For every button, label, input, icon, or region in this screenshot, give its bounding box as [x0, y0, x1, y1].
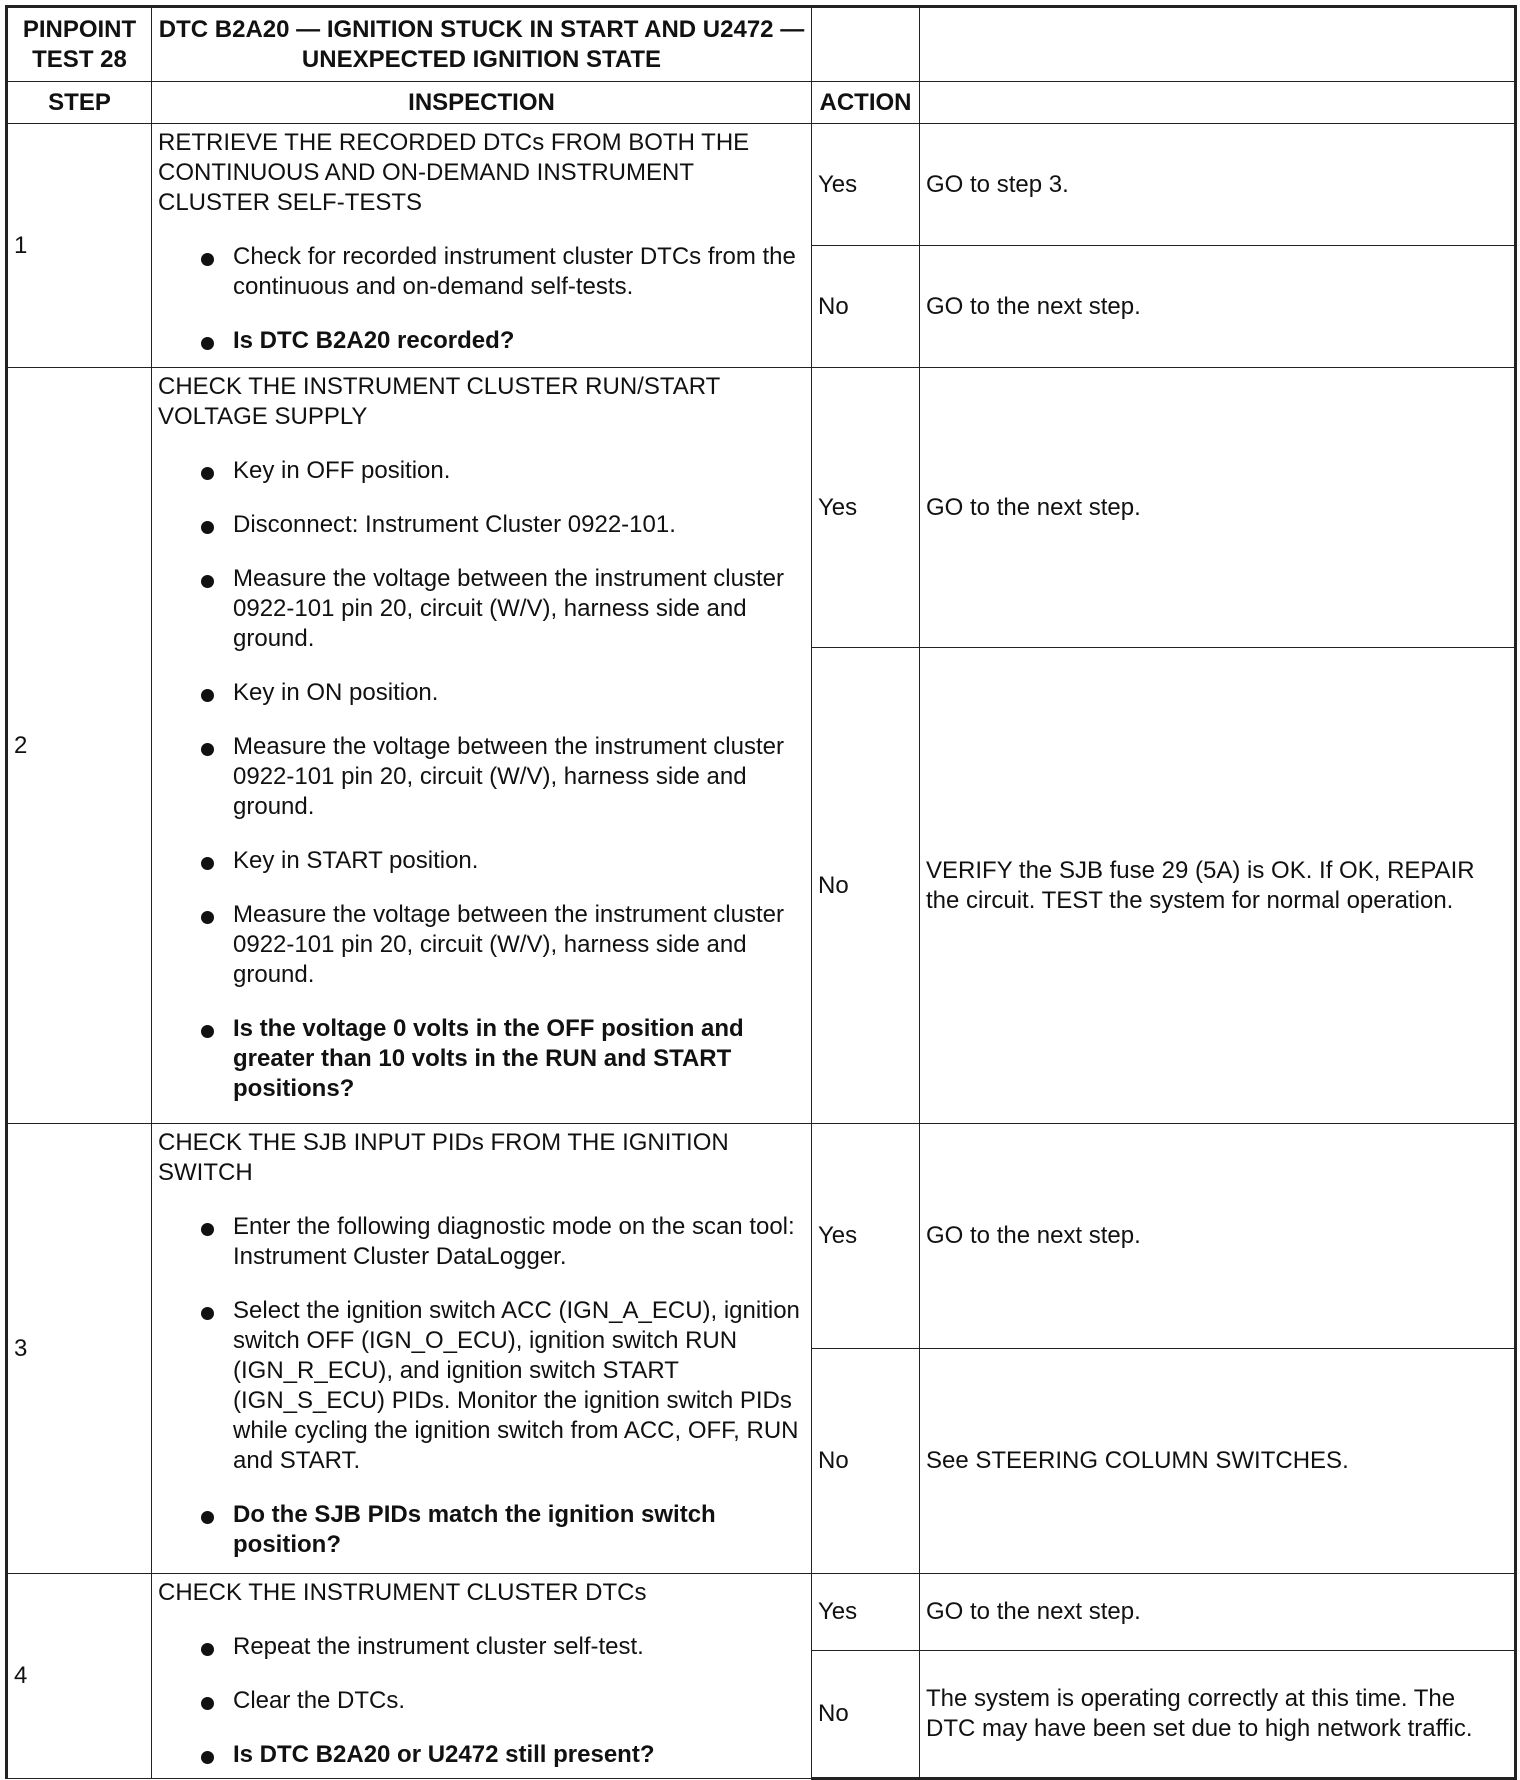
- action-yes: GO to step 3.: [920, 124, 1516, 246]
- step-4-yes-row: [7, 1574, 1516, 1651]
- step-number: 1: [7, 124, 152, 368]
- action-yes: GO to the next step.: [920, 1124, 1516, 1349]
- column-header-row: [7, 82, 1516, 124]
- answer-no: No: [812, 1651, 920, 1779]
- inspection-bullet-list: [158, 456, 801, 1104]
- column-header-step: STEP: [7, 82, 152, 124]
- step-number: 3: [7, 1124, 152, 1574]
- step-title: CHECK THE INSTRUMENT CLUSTER DTCs: [158, 1579, 647, 1606]
- inspection-bullet: Key in START position.: [158, 846, 801, 876]
- step-number: 4: [7, 1574, 152, 1779]
- table-title-row: [7, 7, 1516, 82]
- answer-yes: Yes: [812, 368, 920, 648]
- step-1-yes-row: [7, 124, 1516, 246]
- inspection-question: Do the SJB PIDs match the ignition switch position?: [158, 1500, 801, 1560]
- step-title: CHECK THE INSTRUMENT CLUSTER RUN/START VOLTAGE SUPPLY: [158, 373, 720, 430]
- step-inspection: [152, 1124, 812, 1574]
- answer-yes: Yes: [812, 1574, 920, 1651]
- inspection-bullet: Enter the following diagnostic mode on the scan tool: Instrument Cluster DataLogger.: [158, 1212, 801, 1272]
- inspection-bullet: Disconnect: Instrument Cluster 0922-101.: [158, 510, 801, 540]
- test-title: DTC B2A20 — IGNITION STUCK IN START AND U2472 — UNEXPECTED IGNITION STATE: [152, 7, 812, 82]
- inspection-bullet: Select the ignition switch ACC (IGN_A_ECU), ignition switch OFF (IGN_O_ECU), ignition switch RUN (IGN_R_ECU), and ignition switch START (IGN_S_ECU) PIDs. Monitor the ignition switch PIDs while cycling the ignition switch from ACC, OFF, RUN and START.: [158, 1296, 801, 1476]
- column-header-inspection: INSPECTION: [152, 82, 812, 124]
- empty-header-cell: [812, 7, 920, 82]
- action-no: See STEERING COLUMN SWITCHES.: [920, 1349, 1516, 1574]
- step-inspection: [152, 1574, 812, 1779]
- action-yes: GO to the next step.: [920, 368, 1516, 648]
- inspection-bullet: Repeat the instrument cluster self-test.: [158, 1632, 801, 1662]
- step-inspection: [152, 124, 812, 368]
- answer-no: No: [812, 1349, 920, 1574]
- pinpoint-test-table: [5, 5, 1517, 1780]
- inspection-question: Is DTC B2A20 or U2472 still present?: [158, 1740, 801, 1770]
- inspection-bullet: Measure the voltage between the instrument cluster 0922-101 pin 20, circuit (W/V), harness side and ground.: [158, 900, 801, 990]
- step-title: RETRIEVE THE RECORDED DTCs FROM BOTH THE CONTINUOUS AND ON-DEMAND INSTRUMENT CLUSTER SELF-TESTS: [158, 129, 750, 216]
- step-3-yes-row: [7, 1124, 1516, 1349]
- answer-yes: Yes: [812, 1124, 920, 1349]
- answer-no: No: [812, 648, 920, 1124]
- inspection-bullet-list: [158, 1632, 801, 1770]
- step-2-yes-row: [7, 368, 1516, 648]
- inspection-bullet: Key in ON position.: [158, 678, 801, 708]
- inspection-bullet: Check for recorded instrument cluster DTCs from the continuous and on-demand self-tests.: [158, 242, 801, 302]
- answer-no: No: [812, 246, 920, 368]
- action-yes: GO to the next step.: [920, 1574, 1516, 1651]
- empty-header-cell: [920, 82, 1516, 124]
- pinpoint-label: PINPOINT TEST 28: [7, 7, 152, 82]
- action-no: VERIFY the SJB fuse 29 (5A) is OK. If OK, REPAIR the circuit. TEST the system for normal operation.: [920, 648, 1516, 1124]
- action-no: GO to the next step.: [920, 246, 1516, 368]
- inspection-bullet: Measure the voltage between the instrument cluster 0922-101 pin 20, circuit (W/V), harness side and ground.: [158, 732, 801, 822]
- empty-header-cell: [920, 7, 1516, 82]
- inspection-bullet: Clear the DTCs.: [158, 1686, 801, 1716]
- inspection-bullet-list: [158, 242, 801, 356]
- action-no: The system is operating correctly at this time. The DTC may have been set due to high network traffic.: [920, 1651, 1516, 1779]
- inspection-question: Is DTC B2A20 recorded?: [158, 326, 801, 356]
- inspection-question: Is the voltage 0 volts in the OFF position and greater than 10 volts in the RUN and START positions?: [158, 1014, 801, 1104]
- step-number: 2: [7, 368, 152, 1124]
- step-title: CHECK THE SJB INPUT PIDs FROM THE IGNITION SWITCH: [158, 1129, 729, 1186]
- column-header-action: ACTION: [812, 82, 920, 124]
- step-inspection: [152, 368, 812, 1124]
- inspection-bullet-list: [158, 1212, 801, 1560]
- inspection-bullet: Measure the voltage between the instrument cluster 0922-101 pin 20, circuit (W/V), harness side and ground.: [158, 564, 801, 654]
- inspection-bullet: Key in OFF position.: [158, 456, 801, 486]
- answer-yes: Yes: [812, 124, 920, 246]
